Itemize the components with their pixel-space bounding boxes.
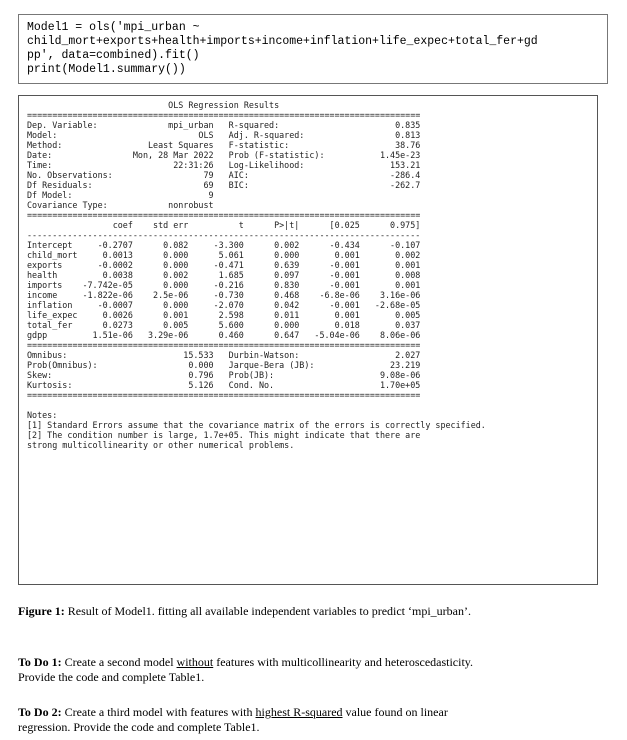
output-line: gdpp 1.51e-06 3.29e-06 0.460 0.647 -5.04e-06 8.06e-06 (27, 330, 421, 340)
output-line: [2] The condition number is large, 1.7e+05. This might indicate that there are (27, 430, 421, 440)
output-line: ============================================================================== (27, 340, 421, 350)
todo-2-text-a: Create a third model with features with (61, 705, 256, 719)
regression-output (18, 95, 598, 585)
todo-2-line2: regression. Provide the code and complete Table1. (18, 720, 260, 734)
output-line: Omnibus: 15.533 Durbin-Watson: 2.027 (27, 350, 421, 360)
output-line: Notes: (27, 410, 58, 420)
output-line: No. Observations: 79 AIC: -286.4 (27, 170, 421, 180)
output-line: Method: Least Squares F-statistic: 38.76 (27, 140, 421, 150)
output-line: life_expec 0.0026 0.001 2.598 0.011 0.001 0.005 (27, 310, 421, 320)
todo-2 (18, 705, 618, 735)
output-line: Skew: 0.796 Prob(JB): 9.08e-06 (27, 370, 421, 380)
output-line: Dep. Variable: mpi_urban R-squared: 0.835 (27, 120, 421, 130)
output-line: exports -0.0002 0.000 -0.471 0.639 -0.001 0.001 (27, 260, 421, 270)
output-line: income -1.822e-06 2.5e-06 -0.730 0.468 -6.8e-06 3.16e-06 (27, 290, 421, 300)
output-line: Prob(Omnibus): 0.000 Jarque-Bera (JB): 23.219 (27, 360, 421, 370)
figure-label: Figure 1: (18, 604, 65, 618)
output-line: ============================================================================== (27, 210, 421, 220)
todo-1-text-b: features with multicollinearity and heteroscedasticity. (213, 655, 474, 669)
code-line-4: print(Model1.summary()) (27, 63, 186, 76)
todo-1-label: To Do 1: (18, 655, 62, 669)
code-line-3: pp', data=combined).fit() (27, 49, 200, 62)
output-line: total_fer 0.0273 0.005 5.600 0.000 0.018 0.037 (27, 320, 421, 330)
output-line: ------------------------------------------------------------------------------ (27, 230, 421, 240)
todo-2-text-b: value found on linear (342, 705, 448, 719)
todo-1-text-a: Create a second model (61, 655, 177, 669)
output-line: Date: Mon, 28 Mar 2022 Prob (F-statistic): 1.45e-23 (27, 150, 421, 160)
todo-2-label: To Do 2: (18, 705, 62, 719)
output-line: Model: OLS Adj. R-squared: 0.813 (27, 130, 421, 140)
output-line: ============================================================================== (27, 390, 421, 400)
output-line: Df Model: 9 (27, 190, 214, 200)
todo-2-underlined: highest R-squared (255, 705, 343, 719)
output-line: ============================================================================== (27, 110, 421, 120)
output-line: coef std err t P>|t| [0.025 0.975] (27, 220, 421, 230)
output-line: Time: 22:31:26 Log-Likelihood: 153.21 (27, 160, 421, 170)
output-line: Intercept -0.2707 0.082 -3.300 0.002 -0.434 -0.107 (27, 240, 421, 250)
todo-1-underlined: without (176, 655, 214, 669)
todo-1 (18, 655, 618, 685)
output-line: Df Residuals: 69 BIC: -262.7 (27, 180, 421, 190)
output-line: inflation -0.0007 0.000 -2.070 0.042 -0.001 -2.68e-05 (27, 300, 421, 310)
output-line: strong multicollinearity or other numerical problems. (27, 440, 295, 450)
output-line: imports -7.742e-05 0.000 -0.216 0.830 -0.001 0.001 (27, 280, 421, 290)
output-line: [1] Standard Errors assume that the covariance matrix of the errors is correctly specified. (27, 420, 486, 430)
output-line: child_mort 0.0013 0.000 5.061 0.000 0.001 0.002 (27, 250, 421, 260)
output-line: Kurtosis: 5.126 Cond. No. 1.70e+05 (27, 380, 421, 390)
figure-caption-text: Result of Model1. fitting all available independent variables to predict ‘mpi_urban’. (64, 604, 471, 618)
code-line-1: Model1 = ols('mpi_urban ~ (27, 21, 200, 34)
output-line (27, 400, 589, 410)
todo-1-line2: Provide the code and complete Table1. (18, 670, 205, 684)
output-line: Covariance Type: nonrobust (27, 200, 214, 210)
output-line: health 0.0038 0.002 1.685 0.097 -0.001 0.008 (27, 270, 421, 280)
output-line: OLS Regression Results (27, 100, 280, 110)
code-line-2: child_mort+exports+health+imports+income+inflation+life_expec+total_fer+gd (27, 35, 538, 48)
code-block (18, 14, 608, 84)
figure-caption (18, 604, 618, 619)
